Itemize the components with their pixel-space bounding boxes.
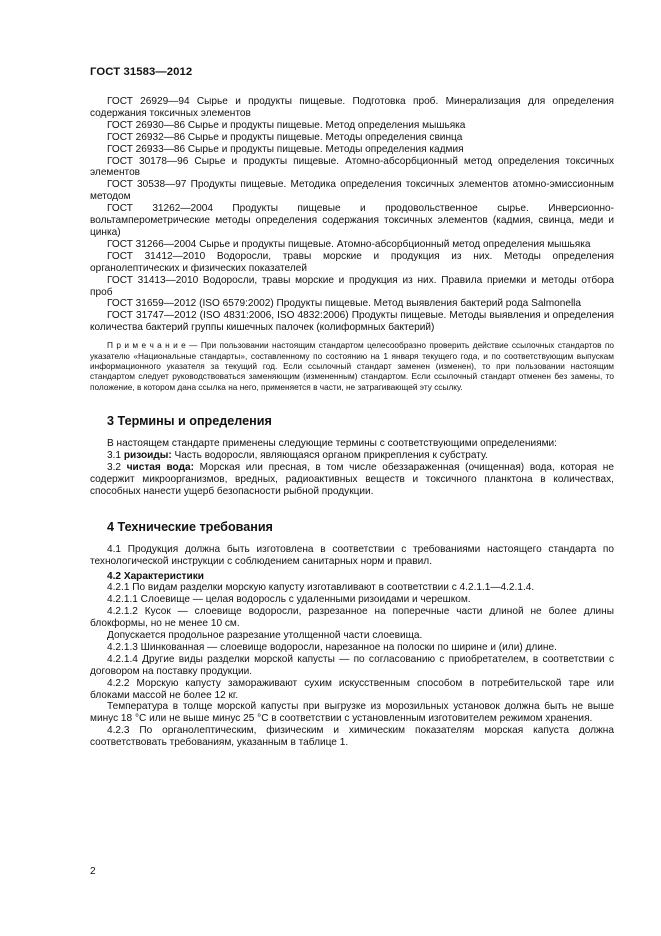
reference-item: ГОСТ 31262—2004 Продукты пищевые и продовольственное сырье. Инверсионно-вольтамперометрические методы определения содержания токсичных элементов (кадмия, свинца, меди и цинка) [90, 203, 614, 238]
reference-item: ГОСТ 30178—96 Сырье и продукты пищевые. Атомно-абсорбционный метод определения токсичных элементов [90, 155, 614, 179]
reference-item: ГОСТ 26932—86 Сырье и продукты пищевые. Методы определения свинца [107, 131, 463, 143]
reference-item: ГОСТ 31659—2012 (ISO 6579:2002) Продукты пищевые. Метод выявления бактерий рода Salmonella [107, 298, 582, 310]
reference-item: ГОСТ 26929—94 Сырье и продукты пищевые. Подготовка проб. Минерализация для определения содержания токсичных элементов [90, 96, 614, 119]
term-rhizoids: 3.1 ризоиды: Часть водоросли, являющаяся органом прикрепления к субстрату. [107, 450, 488, 462]
reference-item: ГОСТ 31413—2010 Водоросли, травы морские и продукция из них. Правила приемки и методы отбора проб [90, 274, 614, 298]
subsection-4-2-heading: 4.2 Характеристики [107, 570, 204, 582]
section-3-intro: В настоящем стандарте применены следующие термины с соответствующими определениями: [107, 438, 557, 450]
term-name: чистая вода: [126, 461, 194, 473]
note-text: При пользовании настоящим стандартом целесообразно проверить действие ссылочных стандартов по указателю «Национальные стандарты», составленному по состоянию на 1 января текущего года, и по соответствующим выпускам информационного указателя за текущий год. Если ссылочный стандарт заменен (изменен), то при пользовании настоящим стандартом следует руководствоваться заменяющим (измененным) стандартом. Если ссылочный стандарт отменен без замены, то положение, в котором дана ссылка на него, применяется в части, не затрагивающей эту ссылку. [90, 340, 615, 392]
paragraph-4-2-1-4: 4.2.1.4 Другие виды разделки морской капусты — по согласованию с приобретателем, в соответствии с договором на поставку продукции. [90, 653, 614, 677]
paragraph-4-2-3: 4.2.3 По органолептическим, физическим и химическим показателям морская капуста должна соответствовать требованиям, указанным в таблице 1. [90, 725, 614, 749]
reference-item: ГОСТ 31412—2010 Водоросли, травы морские и продукция из них. Методы определения органолептических и физических показателей [90, 250, 614, 274]
reference-item: ГОСТ 26933—86 Сырье и продукты пищевые. Методы определения кадмия [107, 143, 464, 155]
paragraph-4-2-1-2-note: Допускается продольное разрезание утолщенной части слоевища. [107, 630, 423, 642]
reference-item: ГОСТ 26930—86 Сырье и продукты пищевые. Метод определения мышьяка [107, 119, 466, 131]
document-body [90, 96, 614, 749]
reference-item: ГОСТ 30538—97 Продукты пищевые. Методика определения токсичных элементов атомно-эмиссионным методом [90, 179, 614, 203]
paragraph-4-1: 4.1 Продукция должна быть изготовлена в соответствии с требованиями настоящего стандарта по технологической инструкции с соблюдением санитарных норм и правил. [90, 543, 614, 567]
paragraph-4-2-2-temperature: Температура в толще морской капусты при выгрузке из морозильных установок должна быть не выше минус 18 °С или не выше минус 25 °С в соответствии с установленным изготовителем режимом хранения. [90, 701, 614, 725]
paragraph-4-2-2: 4.2.2 Морскую капусту замораживают сухим искусственным способом в потребительской таре или блоками массой не более 12 кг. [90, 677, 614, 701]
section-3-heading: 3 Термины и определения [107, 414, 272, 429]
page-number: 2 [90, 866, 96, 877]
reference-item: ГОСТ 31747—2012 (ISO 4831:2006, ISO 4832:2006) Продукты пищевые. Методы выявления и определения количества бактерий группы кишечных палочек (колиформных бактерий) [90, 310, 614, 334]
reference-note [90, 340, 614, 392]
normative-references [90, 96, 614, 334]
document-header: ГОСТ 31583—2012 [90, 66, 193, 78]
note-label: П р и м е ч а н и е — [107, 340, 201, 351]
paragraph-4-2-1-2: 4.2.1.2 Кусок — слоевище водоросли, разрезанное на поперечные части длиной не более длины блокформы, но не менее 10 см. [90, 606, 614, 630]
paragraph-4-2-1: 4.2.1 По видам разделки морскую капусту изготавливают в соответствии с 4.2.1.1—4.2.1.4. [107, 582, 535, 594]
paragraph-4-2-1-3: 4.2.1.3 Шинкованная — слоевище водоросли, нарезанное на полоски по ширине и (или) длине. [107, 641, 557, 653]
reference-item: ГОСТ 31266—2004 Сырье и продукты пищевые. Атомно-абсорбционный метод определения мышьяка [107, 238, 591, 250]
term-name: ризоиды: [123, 450, 172, 462]
section-4-heading: 4 Технические требования [107, 519, 273, 534]
term-clean-water: 3.2 чистая вода: Морская или пресная, в том числе обеззараженная (очищенная) вода, которая не содержит микроорганизмов, вредных, радиоактивных веществ и токсичного планктона в количествах, способных нанести ущерб безопасности рыбной продукции. [90, 461, 614, 497]
paragraph-4-2-1-1: 4.2.1.1 Слоевище — целая водоросль с удаленными ризоидами и черешком. [107, 594, 471, 606]
